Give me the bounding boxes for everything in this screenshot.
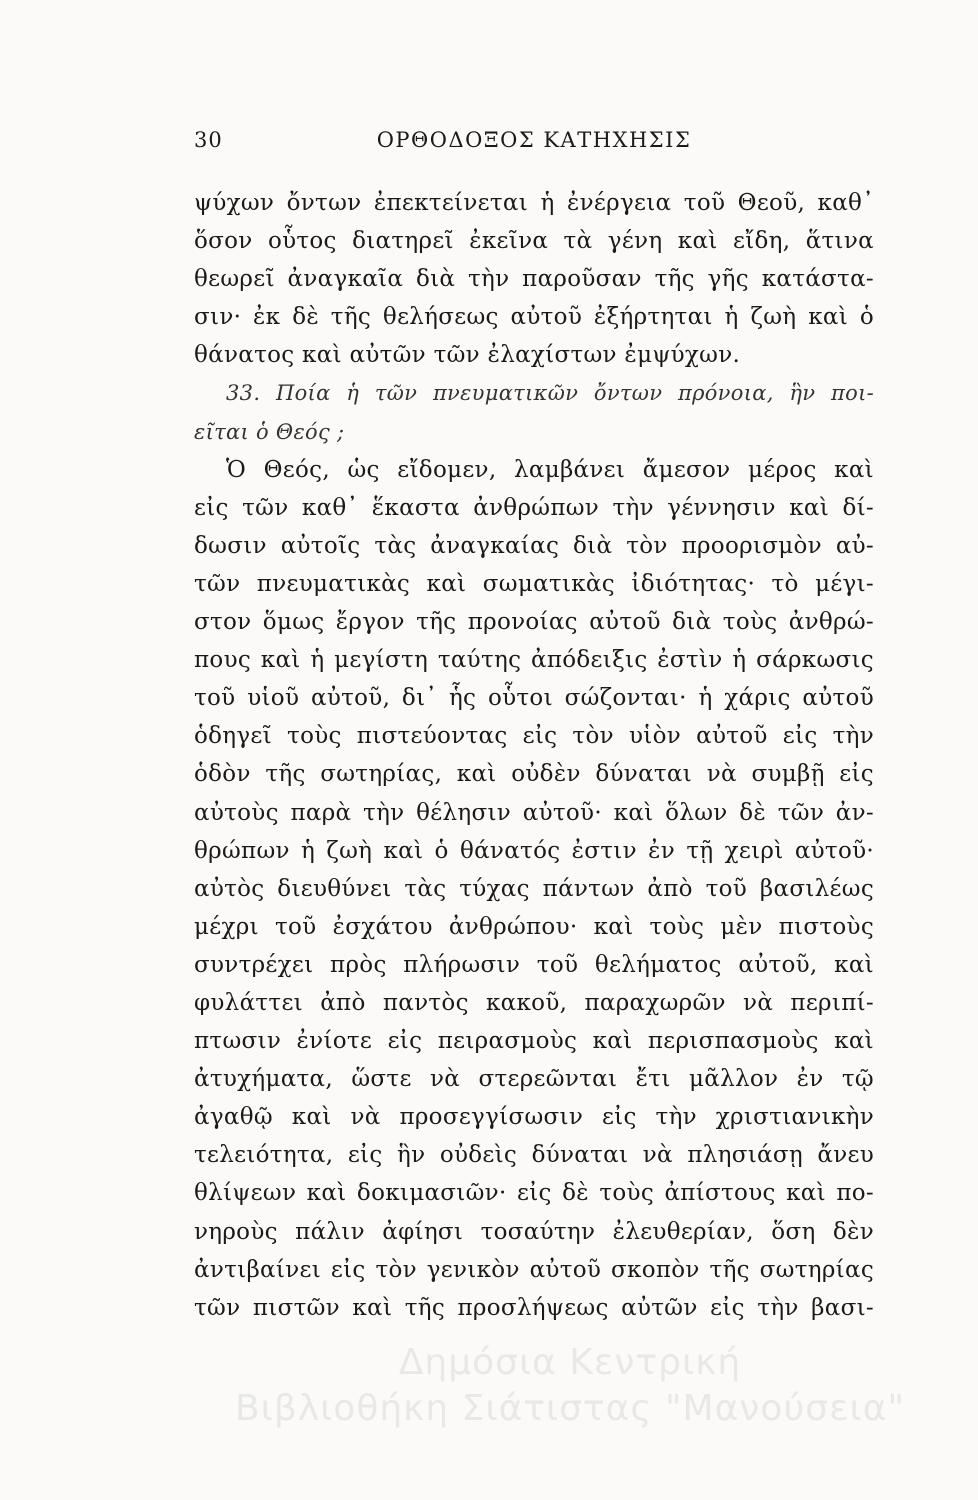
text-line: Ὁ Θεός, ὡς εἴδομεν, λαμβάνει ἄμεσον μέρος καὶ — [226, 456, 874, 483]
text-line: τῶν πνευματικὰς καὶ σωματικὰς ἰδιότητας· τὸ μέγι- — [194, 570, 874, 597]
text-line: θάνατος καὶ αὐτῶν τῶν ἐλαχίστων ἐμψύχων. — [194, 342, 741, 369]
text-line: δωσιν αὐτοῖς τὰς ἀναγκαίας διὰ τὸν προορισμὸν αὐ- — [194, 532, 874, 559]
text-line: σιν· ἐκ δὲ τῆς θελήσεως αὐτοῦ ἐξήρτηται ἡ ζωὴ καὶ ὁ — [194, 304, 874, 331]
text-line: συντρέχει πρὸς πλήρωσιν τοῦ θελήματος αὐτοῦ, καὶ — [194, 951, 874, 978]
text-line: ἀντιβαίνει εἰς τὸν γενικὸν αὐτοῦ σκοπὸν τῆς σωτηρίας — [194, 1256, 874, 1283]
text-line: στον ὅμως ἔργον τῆς προνοίας αὐτοῦ διὰ τοὺς ἀνθρώ- — [194, 609, 874, 636]
watermark-line: Δημόσια Κεντρική — [398, 1342, 742, 1383]
text-line: ἀγαθῷ καὶ νὰ προσεγγίσωσιν εἰς τὴν χριστιανικὴν — [194, 1104, 874, 1131]
text-line: εἰς τῶν καθ᾽ ἕκαστα ἀνθρώπων τὴν γέννησιν καὶ δί- — [194, 494, 874, 521]
text-line: αὐτοὺς παρὰ τὴν θέλησιν αὐτοῦ· καὶ ὅλων δὲ τῶν ἀν- — [194, 799, 874, 826]
text-line: πους καὶ ἡ μεγίστη ταύτης ἀπόδειξις ἐστὶν ἡ σάρκωσις — [194, 647, 874, 674]
text-line: τοῦ υἱοῦ αὐτοῦ, δι᾽ ἧς οὗτοι σώζονται· ἡ χάρις αὐτοῦ — [194, 685, 874, 712]
text-line: τελειότητα, εἰς ἣν οὐδεὶς δύναται νὰ πλησιάσῃ ἄνευ — [194, 1142, 874, 1169]
question-line: εῖται ὁ Θεός ; — [194, 419, 345, 444]
text-line: φυλάττει ἀπὸ παντὸς κακοῦ, παραχωρῶν νὰ περιπί- — [194, 989, 874, 1016]
text-line: θλίψεων καὶ δοκιμασιῶν· εἰς δὲ τοὺς ἀπίστους καὶ πο- — [194, 1180, 874, 1207]
text-line: ὁδὸν τῆς σωτηρίας, καὶ οὐδὲν δύναται νὰ συμβῇ εἰς — [194, 761, 874, 788]
body-text — [194, 184, 874, 1327]
text-line: ἀτυχήματα, ὥστε νὰ στερεῶνται ἔτι μᾶλλον ἐν τῷ — [194, 1066, 874, 1093]
text-line: ψύχων ὄντων ἐπεκτείνεται ἡ ἐνέργεια τοῦ Θεοῦ, καθ᾽ — [194, 190, 874, 216]
text-line: ὁδηγεῖ τοὺς πιστεύοντας εἰς τὸν υἱὸν αὐτοῦ εἰς τὴν — [194, 723, 874, 750]
text-line: θρώπων ἡ ζωὴ καὶ ὁ θάνατός ἐστιν ἐν τῇ χειρὶ αὐτοῦ· — [194, 837, 874, 864]
text-line: νηροὺς πάλιν ἀφίησι τοσαύτην ἐλευθερίαν, ὅση δὲν — [194, 1218, 874, 1245]
running-head — [194, 128, 870, 158]
text-line: πτωσιν ἐνίοτε εἰς πειρασμοὺς καὶ περισπασμοὺς καὶ — [194, 1028, 874, 1055]
text-line: τῶν πιστῶν καὶ τῆς προσλήψεως αὐτῶν εἰς τὴν βασι- — [194, 1294, 874, 1321]
text-line: μέχρι τοῦ ἐσχάτου ἀνθρώπου· καὶ τοὺς μὲν πιστοὺς — [194, 913, 874, 940]
text-line: ὅσον οὗτος διατηρεῖ ἐκεῖνα τὰ γένη καὶ εἴδη, ἅτινα — [194, 228, 874, 255]
library-watermark — [200, 1340, 940, 1432]
question-line: 33. Ποία ἡ τῶν πνευματικῶν ὄντων πρόνοια, ἣν ποι- — [226, 381, 874, 406]
watermark-line: Βιβλιοθήκη Σιάτιστας "Μανούσεια" — [234, 1388, 906, 1429]
page-number: 30 — [194, 128, 223, 152]
text-line: θεωρεῖ ἀναγκαῖα διὰ τὴν παροῦσαν τῆς γῆς κατάστα- — [194, 266, 874, 293]
text-line: αὐτὸς διευθύνει τὰς τύχας πάντων ἀπὸ τοῦ βασιλέως — [194, 875, 874, 902]
running-title: ΟΡΘΟΔΟΞΟΣ ΚΑΤΗΧΗΣΙΣ — [376, 128, 692, 152]
